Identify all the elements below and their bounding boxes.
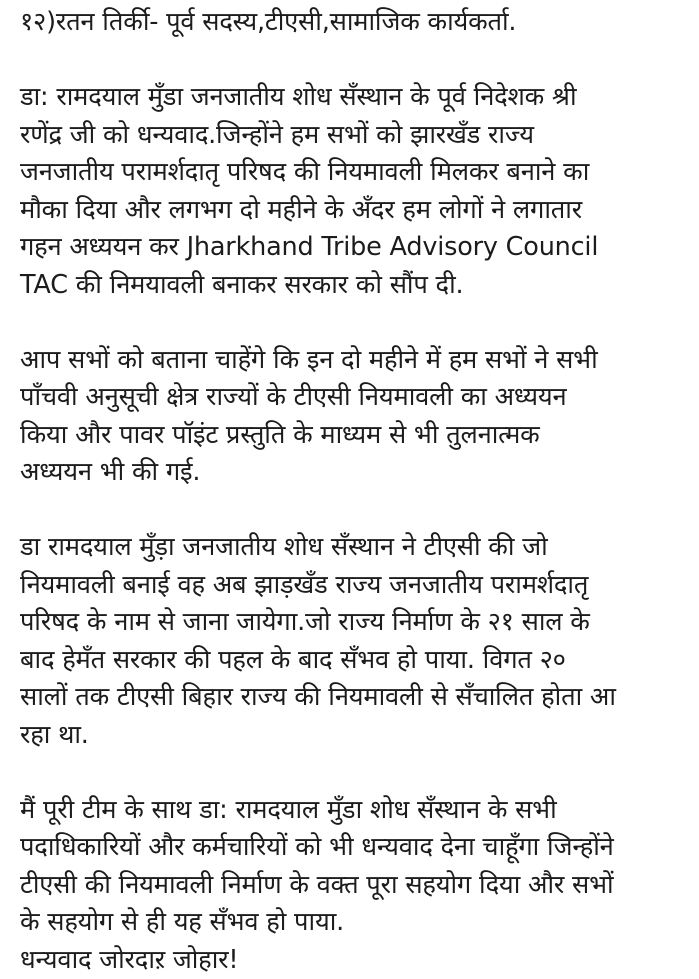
- paragraph-gap: [20, 304, 685, 342]
- text-line: जनजातीय परामर्शदातृ परिषद की नियमावली मिलकर बनाने का: [20, 154, 685, 192]
- text-line: आप सभों को बताना चाहेंगे कि इन दो महीने में हम सभों ने सभी: [20, 342, 685, 380]
- paragraph-3: [20, 529, 685, 754]
- paragraph-2: [20, 342, 685, 492]
- text-line: नियमावली बनाई वह अब झाड़खँड राज्य जनजातीय परामर्शदातृ: [20, 567, 685, 605]
- text-line: के सहयोग से ही यह सँभव हो पाया.: [20, 904, 685, 942]
- text-line: गहन अध्ययन कर Jharkhand Tribe Advisory Council: [20, 229, 685, 267]
- text-line: सालों तक टीएसी बिहार राज्य की नियमावली से सँचालित होता आ: [20, 679, 685, 717]
- text-line: टीएसी की नियमावली निर्माण के वक्त पूरा सहयोग दिया और सभों: [20, 867, 685, 905]
- text-line: परिषद के नाम से जाना जायेगा.जो राज्य निर्माण के २१ साल के: [20, 604, 685, 642]
- text-line: पाँचवी अनुसूची क्षेत्र राज्यों के टीएसी नियमावली का अध्ययन: [20, 379, 685, 417]
- text-line: रहा था.: [20, 717, 685, 755]
- text-line: मैं पूरी टीम के साथ डा: रामदयाल मुँडा शोध सँस्थान के सभी: [20, 792, 685, 830]
- text-line: अध्ययन भी की गई.: [20, 454, 685, 492]
- paragraph-1: [20, 79, 685, 304]
- text-line: डा रामदयाल मुँड़ा जनजातीय शोध सँस्थान ने टीएसी की जो: [20, 529, 685, 567]
- text-line: बाद हेमँत सरकार की पहल के बाद सँभव हो पाया. विगत २०: [20, 642, 685, 680]
- text-line: पदाधिकारियों और कर्मचारियों को भी धन्यवाद देना चाहूँगा जिन्होंने: [20, 829, 685, 867]
- text-line: धन्यवाद जोरदाऱ जोहार!: [20, 942, 685, 979]
- paragraph-gap: [20, 492, 685, 530]
- paragraph-gap: [20, 42, 685, 80]
- paragraph-gap: [20, 754, 685, 792]
- paragraph-4: [20, 792, 685, 979]
- header-line: १२)रतन तिर्की- पूर्व सदस्य,टीएसी,सामाजिक कार्यकर्ता.: [20, 4, 685, 42]
- text-line: किया और पावर पॉइंट प्रस्तुति के माध्यम से भी तुलनात्मक: [20, 417, 685, 455]
- text-line: रणेंद्र जी को धन्यवाद.जिन्होंने हम सभों को झारखँड राज्य: [20, 117, 685, 155]
- text-line: मौका दिया और लगभग दो महीने के अँदर हम लोगों ने लगातार: [20, 192, 685, 230]
- text-line: TAC की निमयावली बनाकर सरकार को सौंप दी.: [20, 267, 685, 305]
- text-line: डा: रामदयाल मुँडा जनजातीय शोध सँस्थान के पूर्व निदेशक श्री: [20, 79, 685, 117]
